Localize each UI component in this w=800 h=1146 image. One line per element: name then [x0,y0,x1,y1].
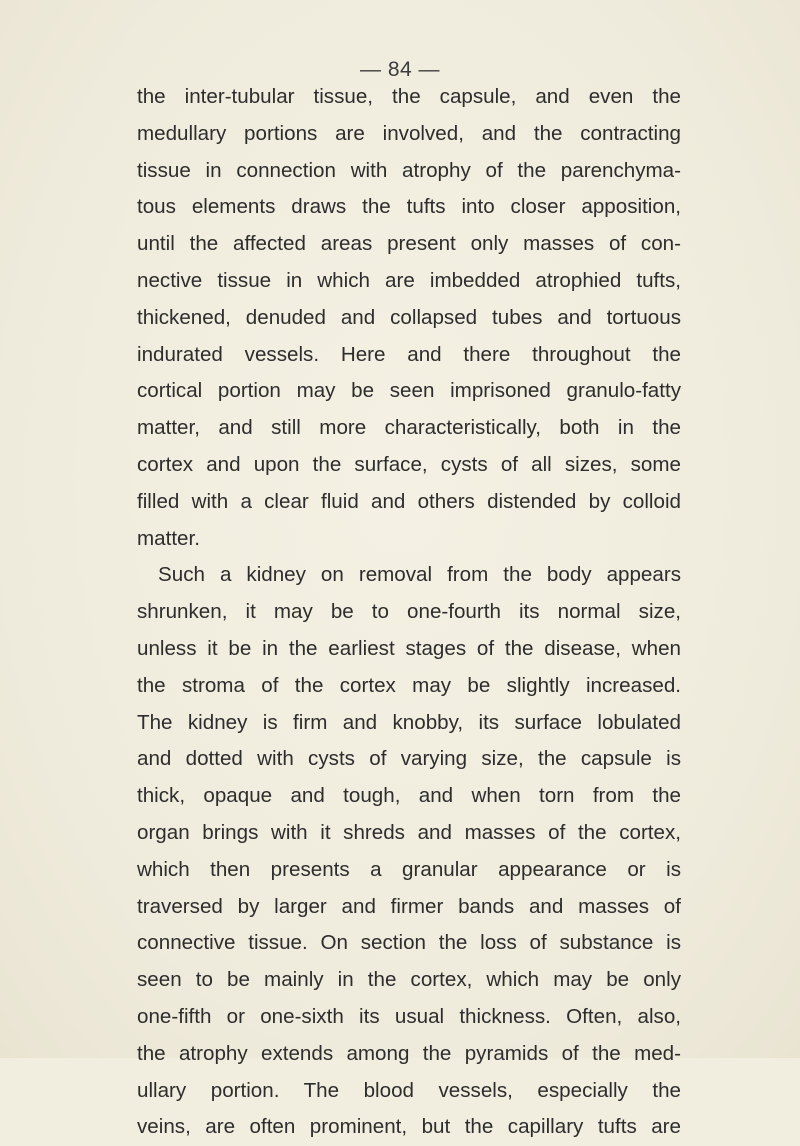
text-line: veins, are often prominent, but the capillary tufts are [137,1115,681,1139]
text-line: until the affected areas present only masses of con- [137,232,681,256]
text-line: traversed by larger and firmer bands and masses of [137,894,681,918]
text-line: organ brings with it shreds and masses of the cortex, [137,820,681,844]
text-line: unless it be in the earliest stages of the disease, when [137,636,681,660]
text-line: tous elements draws the tufts into closer apposition, [137,195,681,219]
text-line: matter. [137,526,200,550]
text-line: connective tissue. On section the loss of substance is [137,931,681,955]
text-line: seen to be mainly in the cortex, which may be only [137,968,681,992]
text-line: cortex and upon the surface, cysts of all sizes, some [137,452,681,476]
text-line: cortical portion may be seen imprisoned granulo-fatty [137,379,681,403]
text-line: the atrophy extends among the pyramids of the med- [137,1041,681,1065]
text-line: the inter-tubular tissue, the capsule, and even the [137,85,681,108]
text-line: matter, and still more characteristically, both in the [137,416,681,440]
text-line: tissue in connection with atrophy of the parenchyma- [137,158,681,182]
text-line: The kidney is firm and knobby, its surface lobulated [137,710,681,734]
text-line: the stroma of the cortex may be slightly increased. [137,673,681,697]
text-line: thick, opaque and tough, and when torn from the [137,784,681,808]
text-line: indurated vessels. Here and there throughout the [137,342,681,366]
text-line: medullary portions are involved, and the contracting [137,121,681,145]
text-line: thickened, denuded and collapsed tubes and tortuous [137,305,681,329]
text-line: one-fifth or one-sixth its usual thickness. Often, also, [137,1004,681,1028]
text-line: ullary portion. The blood vessels, especially the [137,1078,681,1102]
text-line: nective tissue in which are imbedded atrophied tufts, [137,268,681,292]
paragraph-first-line: Such a kidney on removal from the body appears [158,563,681,587]
page-number: — 84 — [359,58,441,81]
body-text [137,79,681,1146]
text-line: which then presents a granular appearance or is [137,857,681,881]
text-line: and dotted with cysts of varying size, the capsule is [137,747,681,771]
text-line: shrunken, it may be to one-fourth its normal size, [137,600,681,624]
text-line: filled with a clear fluid and others distended by colloid [137,489,681,513]
